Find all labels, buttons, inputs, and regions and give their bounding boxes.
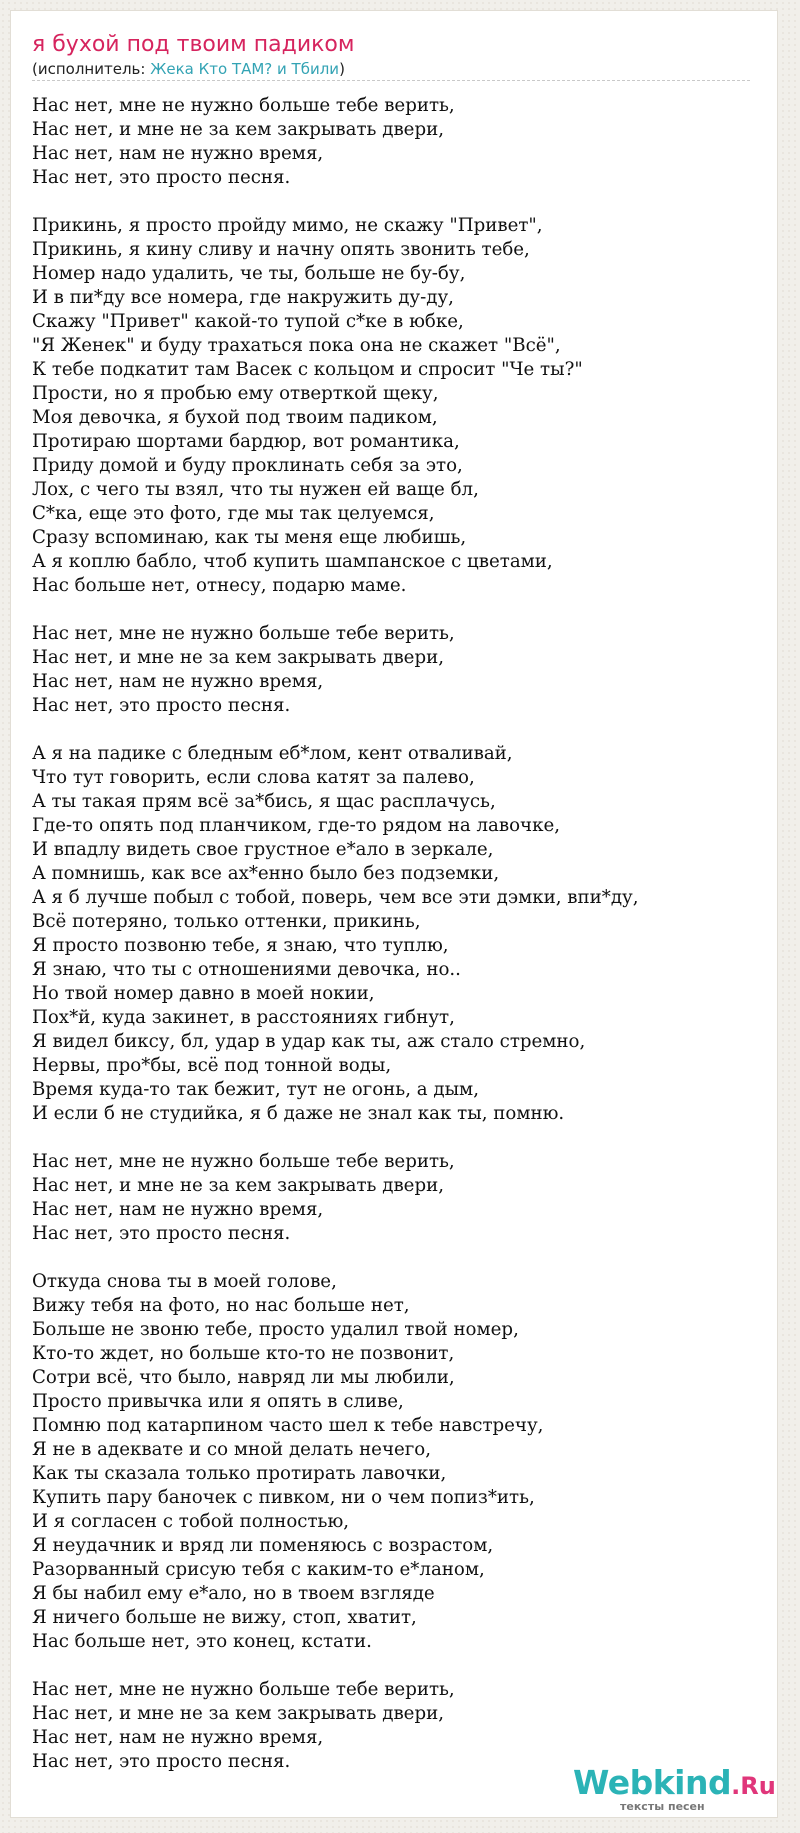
lyrics-text: Нас нет, мне не нужно больше тебе верить, Нас нет, и мне не за кем закрывать двери, Нас нет, нам не нужно время, Нас нет, это просто песня. Прикинь, я просто пройду мимо, не скажу "Привет", Прикинь, я кину сливу и начну опять звонить тебе, Номер надо удалить, че ты, больше не бу-бу, И в пи*ду все номера, где накружить ду-ду, Скажу "Привет" какой-то тупой с*ке в юбке, "Я Женек" и буду трахаться пока она не скажет "Всё", К тебе подкатит там Васек с кольцом и спросит "Че ты?" Прости, но я пробью ему отверткой щеку, Моя девочка, я бухой под твоим падиком, Протираю шортами бардюр, вот романтика, Приду домой и буду проклинать себя за это, Лох, с чего ты взял, что ты нужен ей ваще бл, С*ка, еще это фото, где мы так целуемся, Сразу вспоминаю, как ты меня еще любишь, А я коплю бабло, чтоб купить шампанское с цветами, Нас больше нет, отнесу, подарю маме. Нас нет, мне не нужно больше тебе верить, Нас нет, и мне не за кем закрывать двери, Нас нет, нам не нужно время, Нас нет, это просто песня. А я на падике с бледным еб*лом, кент отваливай, Что тут говорить, если слова катят за палево, А ты такая прям всё за*бись, я щас расплачусь, Где-то опять под планчиком, где-то рядом на лавочке, И впадлу видеть свое грустное е*ало в зеркале, А помнишь, как все ах*енно было без подземки, А я б лучше побыл с тобой, поверь, чем все эти дэмки, впи*ду, Всё потеряно, только оттенки, прикинь, Я просто позвоню тебе, я знаю, что туплю, Я знаю, что ты с отношениями девочка, но.. Но твой номер давно в моей нокии, Пох*й, куда закинет, в расстояниях гибнут, Я видел биксу, бл, удар в удар как ты, аж стало стремно, Нервы, про*бы, всё под тонной воды, Время куда-то так бежит, тут не огонь, а дым, И если б не студийка, я б даже не знал как ты, помню. Нас нет, мне не нужно больше тебе верить, Нас нет, и мне не за кем закрывать двери, Нас нет, нам не нужно время, Нас нет, это просто песня. Откуда снова ты в моей голове, Вижу тебя на фото, но нас больше нет, Больше не звоню тебе, просто удалил твой номер, Кто-то ждет, но больше кто-то не позвонит, Сотри всё, что было, навряд ли мы любили, Просто привычка или я опять в сливе, Помню под катарпином часто шел к тебе навстречу, Я не в адеквате и со мной делать нечего, Как ты сказала только протирать лавочки, Купить пару баночек с пивком, ни о чем попиз*ить, И я согласен с тобой полностью, Я неудачник и вряд ли поменяюсь с возрастом, Разорванный срисую тебя с каким-то е*ланом, Я бы набил ему е*ало, но в твоем взгляде Я ничего больше не вижу, стоп, хватит, Нас больше нет, это конец, кстати. Нас нет, мне не нужно больше тебе верить, Нас нет, и мне не за кем закрывать двери, Нас нет, нам не нужно время, Нас нет, это просто песня. — [32, 95, 639, 1772]
artist-prefix: (исполнитель: — [32, 60, 151, 78]
artist-link[interactable]: Жека Кто ТАМ? и Тбили — [150, 60, 340, 78]
song-title: я бухой под твоим падиком — [32, 32, 355, 57]
logo-main-text: Webkind — [573, 1763, 732, 1802]
artist-line — [32, 60, 345, 78]
site-logo[interactable] — [573, 1763, 776, 1802]
divider — [32, 80, 750, 81]
artist-suffix: ) — [339, 60, 345, 78]
logo-domain-text: .Ru — [731, 1772, 776, 1800]
logo-tagline: тексты песен — [620, 1800, 705, 1813]
